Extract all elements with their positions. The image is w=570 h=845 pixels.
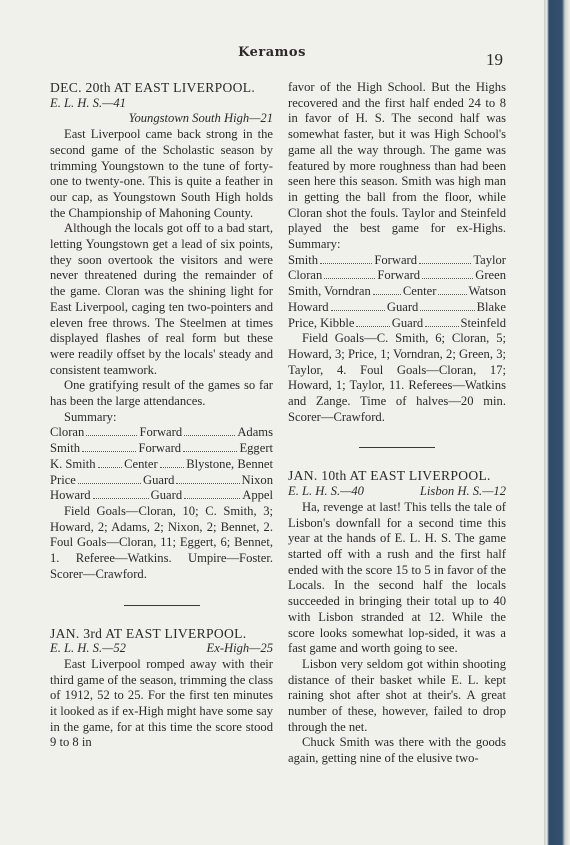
opponent-score: Lisbon H. S.—12 xyxy=(419,484,506,499)
section-divider xyxy=(124,605,200,606)
lineup-opponent: Taylor xyxy=(473,252,507,267)
lineup-opponent: Nixon xyxy=(241,472,274,487)
article-paragraph-continued: favor of the High School. But the Highs recovered and the first half ended 24 to 8 in favor of H. S. The second half was somewhat faster, but it was High School's game all the way through. The game was featured by more roughness than had been seen here this season. Smith was high man in getting the ball from the floor, while Cloran shot the fouls. Taylor and Steinfeld played the best game for ex-Highs. Summary: xyxy=(288,80,506,252)
lineup-player: K. Smith xyxy=(50,456,96,471)
lineup-position: Guard xyxy=(142,472,175,487)
article-heading: JAN. 3rd AT EAST LIVERPOOL. xyxy=(50,625,247,641)
article-paragraph: East Liverpool came back strong in the second game of the Scholastic season by trimming Youngstown to the tune of forty-one to twenty-one. This is quite a feather in our cap, as Youngstown South High holds the Championship of Mahoning County. xyxy=(50,127,273,220)
lineup-player: Smith xyxy=(288,252,319,267)
lineup-opponent: Blystone, Bennet xyxy=(186,456,274,471)
lineup-player: Howard xyxy=(50,488,91,503)
article-paragraph: Although the locals got off to a bad start, letting Youngstown get a lead of six points, they soon overtook the visitors and were never threatened during the remainder of the game. Cloran was the shining light for East Liverpool, caging ten two-pointers and eleven free throws. The Steelmen at times displayed flashes of real form but these were readily offset by the locals' steady and consistent teamwork. xyxy=(50,221,273,377)
lineup-opponent: Green xyxy=(475,268,506,283)
lineup-opponent: Steinfeld xyxy=(460,315,506,330)
home-score: E. L. H. S.—52 xyxy=(50,641,126,656)
article-paragraph: Lisbon very seldom got within shooting distance of their basket while E. L. kept raining shot after shot at their's. A great number of these, however, failed to drop through the net. xyxy=(288,656,506,734)
lineup-row xyxy=(50,457,273,473)
article-paragraph: East Liverpool romped away with their third game of the season, trimming the class of 1912, 52 to 25. For the first ten minutes it looked as if ex-High might have some say in the game, for at this time the score stood 9 to 8 in xyxy=(50,656,273,750)
lineup-position: Forward xyxy=(377,268,421,283)
lineup-opponent: Blake xyxy=(476,299,507,314)
book-edge xyxy=(544,0,570,845)
score-line-opponent xyxy=(50,111,273,127)
lineup-player: Smith, Vorndran xyxy=(288,284,371,299)
score-line xyxy=(50,641,273,657)
section-divider xyxy=(359,447,435,448)
lineup-position: Center xyxy=(124,456,158,471)
lineup-position: Forward xyxy=(138,441,182,456)
lineup-position: Guard xyxy=(386,299,419,314)
lineup-player: Cloran xyxy=(50,425,85,440)
lineup-row xyxy=(288,300,506,316)
lineup-player: Price, Kibble xyxy=(288,315,355,330)
score-line xyxy=(288,484,506,500)
article-heading: JAN. 10th AT EAST LIVERPOOL. xyxy=(288,468,491,484)
lineup-opponent: Adams xyxy=(237,425,274,440)
lineup-opponent: Watson xyxy=(468,284,507,299)
score-line xyxy=(50,96,273,112)
home-score: E. L. H. S.—41 xyxy=(50,95,126,110)
page-number: 19 xyxy=(486,50,503,69)
opponent-score: Youngstown South High—21 xyxy=(128,111,273,126)
lineup-player: Howard xyxy=(288,299,329,314)
home-score: E. L. H. S.—40 xyxy=(288,484,364,499)
lineup-player: Smith xyxy=(50,441,81,456)
lineup-row xyxy=(50,488,273,504)
lineup-player: Price xyxy=(50,472,76,487)
lineup-row xyxy=(288,284,506,300)
lineup-player: Cloran xyxy=(288,268,323,283)
summary-label: Summary: xyxy=(64,409,117,424)
lineup-position: Guard xyxy=(391,315,424,330)
lineup-position: Guard xyxy=(150,488,183,503)
running-title: Keramos xyxy=(238,45,306,60)
game-stats: Field Goals—C. Smith, 6; Cloran, 5; Howard, 3; Price, 1; Vorndran, 2; Green, 3; Taylor, 4. Foul Goals—Cloran, 17; Howard, 1; Taylor, 11. Referees—Watkins and Zange. Time of halves—20 min. Scorer—Crawford. xyxy=(288,331,506,424)
lineup-position: Forward xyxy=(139,425,183,440)
lineup-row xyxy=(288,268,506,284)
lineup-row xyxy=(50,473,273,489)
article-heading: DEC. 20th AT EAST LIVERPOOL. xyxy=(50,80,256,95)
left-column xyxy=(50,80,273,751)
lineup-row xyxy=(288,316,506,332)
lineup-row xyxy=(50,441,273,457)
lineup-position: Center xyxy=(402,284,437,299)
lineup-position: Forward xyxy=(374,252,418,267)
lineup-opponent: Appel xyxy=(242,488,273,503)
lineup-row xyxy=(50,425,273,441)
lineup-row xyxy=(288,253,506,269)
opponent-score: Ex-High—25 xyxy=(206,641,273,656)
right-column xyxy=(288,80,506,767)
lineup-opponent: Eggert xyxy=(239,441,274,456)
article-paragraph: Ha, revenge at last! This tells the tale of Lisbon's downfall for a second time this year at the hands of E. L. H. S. The game started off with a rush and the first half ended with the score 15 to 5 in favor of the Locals. In the second half the locals succeeded in bringing their total up to 40 with Lisbon stranded at 12. While the score looks somewhat lop-sided, it was a fast game and worth going to see. xyxy=(288,499,506,656)
game-stats: Field Goals—Cloran, 10; C. Smith, 3; Howard, 2; Adams, 2; Nixon, 2; Bennet, 2. Foul Goals—Cloran, 11; Eggert, 6; Bennet, 1. Referee—Watkins. Umpire—Foster. Scorer—Crawford. xyxy=(50,503,273,581)
article-paragraph: Chuck Smith was there with the goods again, getting nine of the elusive two- xyxy=(288,735,506,766)
article-paragraph: One gratifying result of the games so far has been the large attendances. xyxy=(50,378,273,409)
